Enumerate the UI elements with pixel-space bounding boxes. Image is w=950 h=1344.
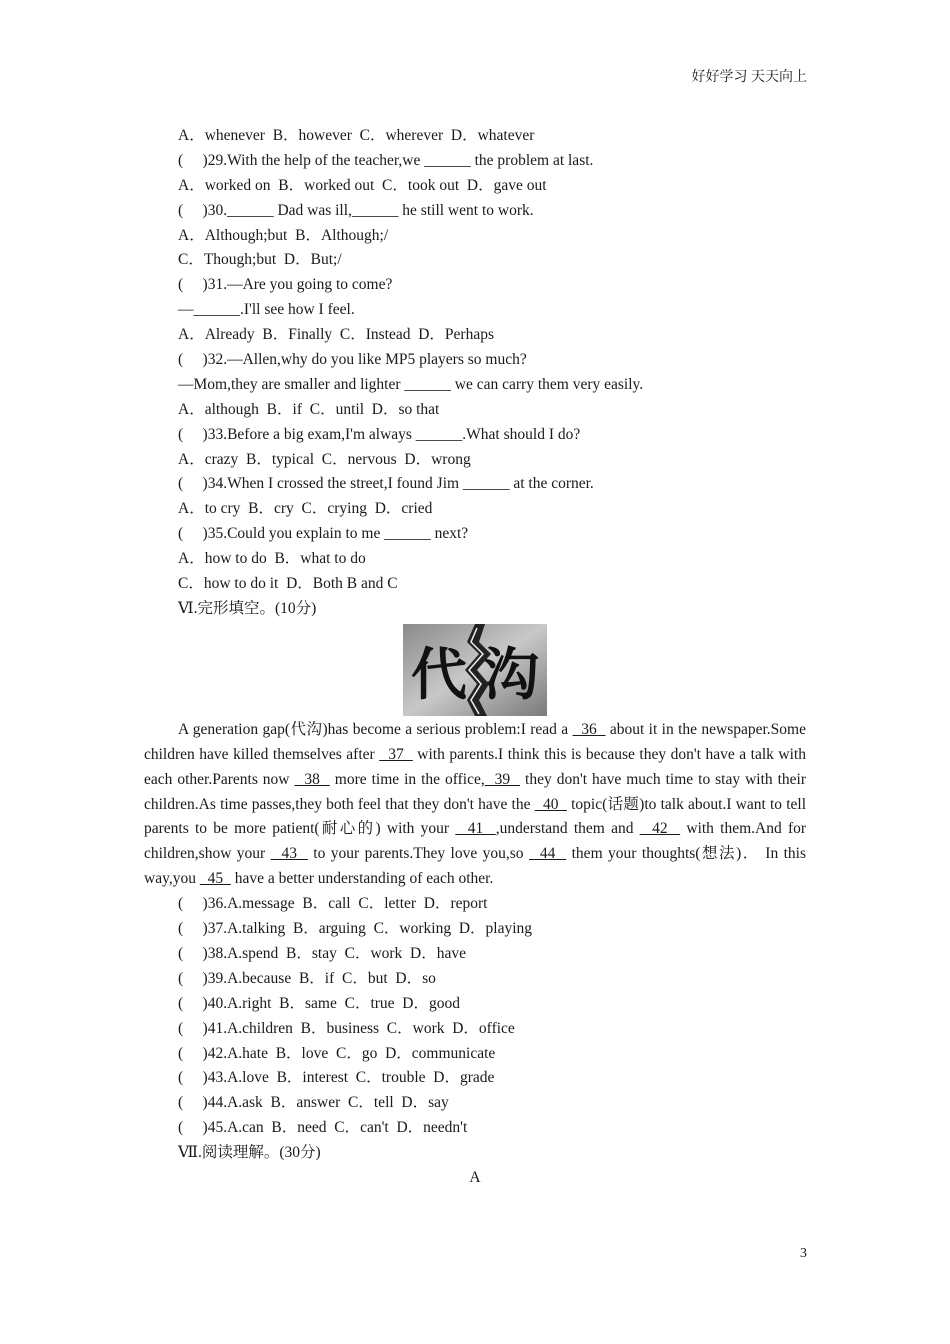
blank-37: 37	[379, 745, 413, 763]
figure-char-right: 沟	[483, 642, 539, 708]
section-7-title: Ⅶ.阅读理解。(30分)	[178, 1144, 321, 1162]
blank-43: 43	[270, 845, 308, 863]
section-6-title: Ⅵ.完形填空。(10分)	[178, 599, 317, 617]
question-39: ( )39.A.because B．if C．but D．so	[178, 969, 436, 987]
blank-39: 39	[484, 770, 521, 788]
question-35: ( )35.Could you explain to me ______ next?	[178, 525, 469, 543]
page-number: 3	[800, 1246, 807, 1261]
reading-part-label: A	[469, 1168, 481, 1186]
page-header: 好好学习 天天向上	[691, 70, 807, 85]
question-37: ( )37.A.talking B．arguing C．working D．playing	[178, 920, 533, 938]
question-45: ( )45.A.can B．need C．can't D．needn't	[178, 1119, 468, 1137]
option-line: A．Already B．Finally C．Instead D．Perhaps	[178, 326, 494, 344]
question-31: ( )31.—Are you going to come?	[178, 276, 393, 294]
figure-char-left: 代	[411, 642, 467, 708]
question-40: ( )40.A.right B．same C．true D．good	[178, 994, 460, 1012]
option-line: A．Although;but B．Although;/	[178, 226, 389, 244]
question-32-reply: —Mom,they are smaller and lighter ______ we can carry them very easily.	[178, 375, 644, 393]
option-line: A．although B．if C．until D．so that	[178, 400, 440, 418]
option-line: A．crazy B．typical C．nervous D．wrong	[178, 450, 471, 468]
question-38: ( )38.A.spend B．stay C．work D．have	[178, 944, 467, 962]
question-42: ( )42.A.hate B．love C．go D．communicate	[178, 1044, 496, 1062]
option-line: A．worked on B．worked out C．took out D．gave out	[178, 176, 547, 194]
option-line: C．Though;but D．But;/	[178, 251, 342, 269]
blank-40: 40	[534, 795, 567, 813]
question-31-reply: —______.I'll see how I feel.	[178, 301, 355, 319]
top-questions	[144, 124, 806, 597]
option-line: A．to cry B．cry C．crying D．cried	[178, 500, 433, 518]
blank-41: 41	[455, 820, 496, 838]
option-line: A．whenever B．however C．wherever D．whatever	[178, 127, 535, 144]
option-line: A．how to do B．what to do	[178, 550, 366, 568]
generation-gap-image	[144, 622, 806, 718]
cloze-passage: A generation gap(代沟)has become a serious problem:I read a 36 about it in the newspaper.Some children have killed themselves after 37 with parents.I think this is because they don't have a talk with each other.Parents now 38 more time in the office, 39 they don't have much time to stay with their children.As time passes,they both feel that they don't have the 40 topic(话题)to talk about.I want to tell parents to be more patient(耐心的) with your 41 ,understand them and 42 with them.And for children,show your 43 to your parents.They love you,so 44 them your thoughts(想法)． In this way,you 45 have a better understanding of each other.	[144, 720, 807, 888]
cloze-questions	[144, 892, 806, 1141]
blank-42: 42	[639, 820, 681, 838]
option-line: C．how to do it D．Both B and C	[178, 575, 398, 593]
blank-45: 45	[199, 870, 231, 888]
blank-44: 44	[528, 845, 567, 863]
question-34: ( )34.When I crossed the street,I found Jim ______ at the corner.	[178, 475, 594, 493]
question-44: ( )44.A.ask B．answer C．tell D．say	[178, 1094, 449, 1112]
generation-gap-illustration	[403, 624, 547, 716]
question-33: ( )33.Before a big exam,I'm always ______.What should I do?	[178, 425, 581, 443]
worksheet-content	[144, 124, 806, 1191]
blank-38: 38	[294, 770, 330, 788]
question-30: ( )30.______ Dad was ill,______ he still went to work.	[178, 201, 534, 219]
question-43: ( )43.A.love B．interest C．trouble D．grade	[178, 1069, 495, 1087]
question-36: ( )36.A.message B．call C．letter D．report	[178, 895, 488, 913]
blank-36: 36	[572, 720, 606, 738]
question-29: ( )29.With the help of the teacher,we ______ the problem at last.	[178, 151, 594, 169]
question-32: ( )32.—Allen,why do you like MP5 players so much?	[178, 351, 527, 369]
question-41: ( )41.A.children B．business C．work D．office	[178, 1019, 515, 1037]
